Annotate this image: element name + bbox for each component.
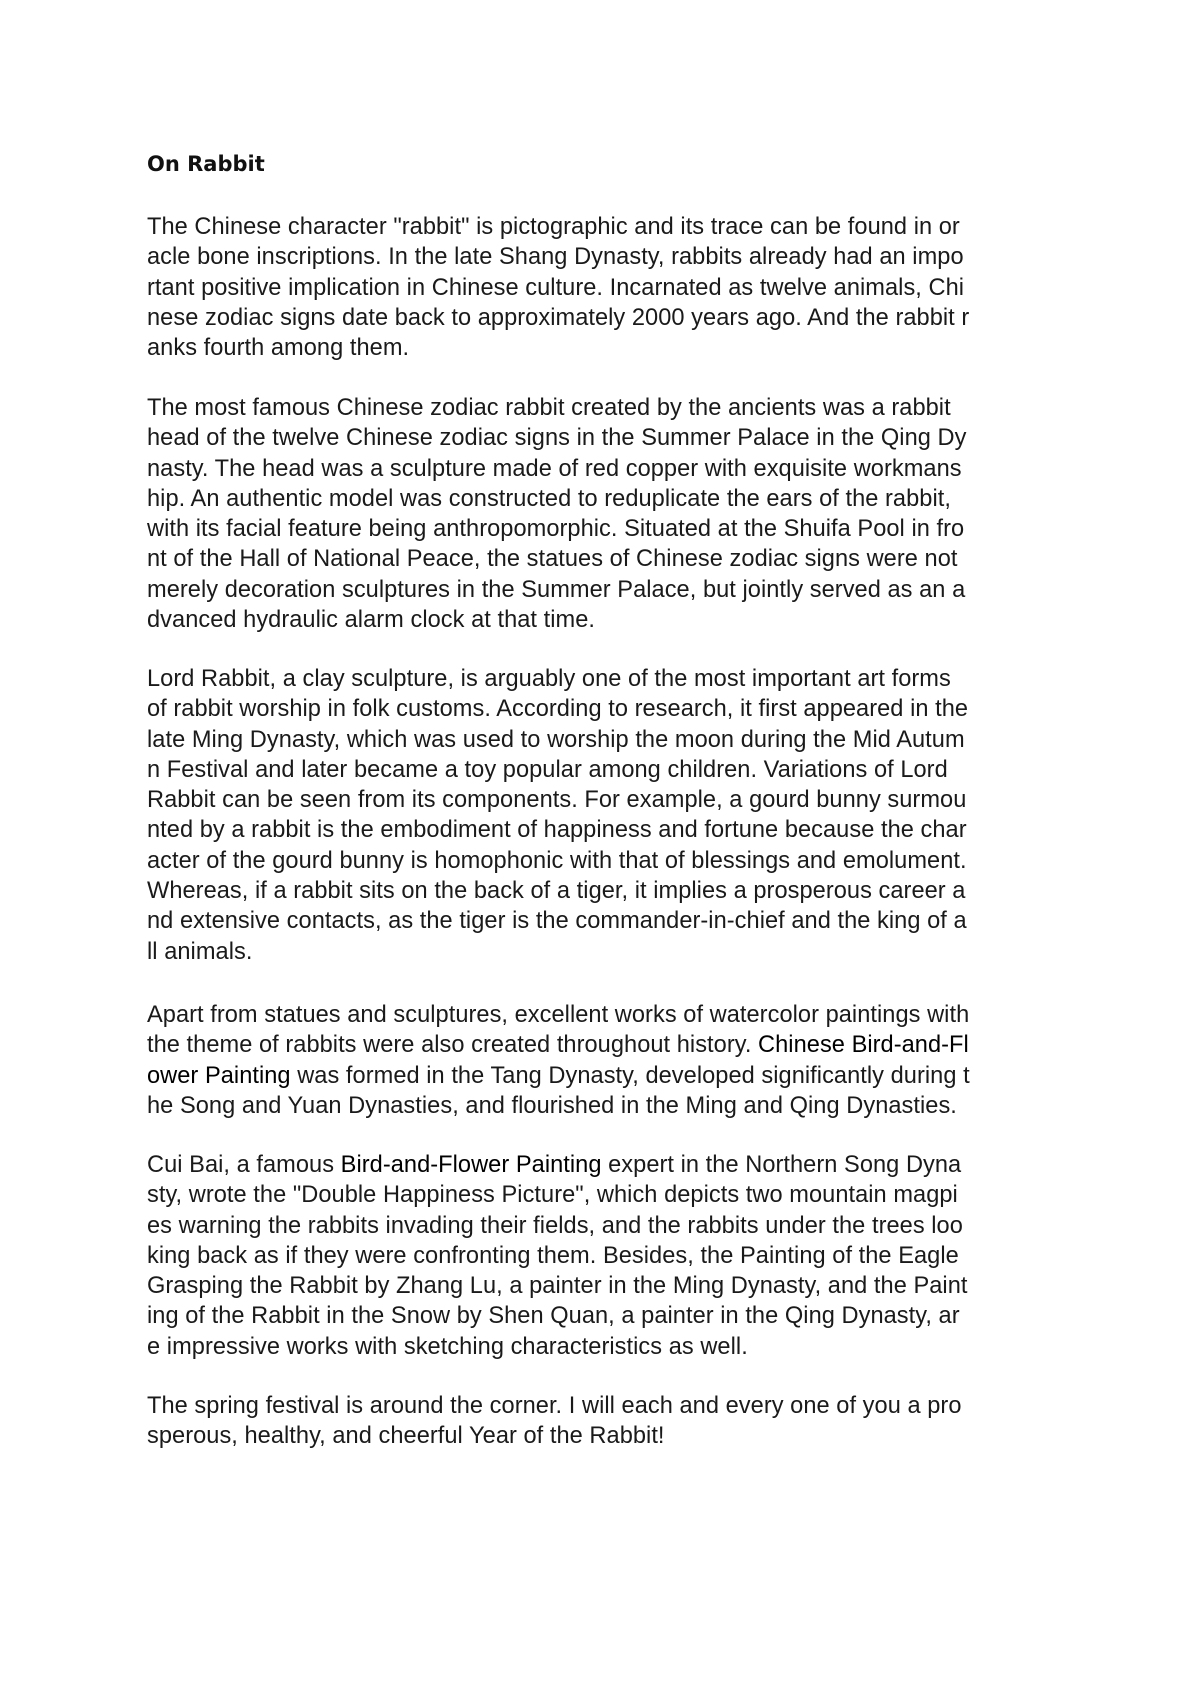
paragraph-line: Apart from statues and sculptures, excellent works of watercolor paintings with (147, 1002, 970, 1028)
paragraph-line: head of the twelve Chinese zodiac signs in the Summer Palace in the Qing Dy (147, 425, 967, 452)
paragraph-summer-palace (147, 393, 967, 635)
paragraph-line: merely decoration sculptures in the Summer Palace, but jointly served as an a (147, 576, 966, 603)
line-text: was formed in the Tang Dynasty, developed significantly during t (290, 1062, 970, 1089)
bird-and-flower-painting-link[interactable]: Chinese Bird-and-Fl (758, 1032, 969, 1059)
bird-and-flower-painting-link[interactable]: Bird-and-Flower Painting (340, 1152, 602, 1178)
paragraph-line (147, 1150, 968, 1180)
paragraph-line: with its facial feature being anthropomorphic. Situated at the Shuifa Pool in fro (147, 516, 965, 543)
paragraph-line: hip. An authentic model was constructed to reduplicate the ears of the rabbit, (147, 485, 951, 512)
paragraph-line: Grasping the Rabbit by Zhang Lu, a painter in the Ming Dynasty, and the Paint (147, 1273, 968, 1300)
paragraph-line: late Ming Dynasty, which was used to worship the moon during the Mid Autum (147, 726, 965, 753)
paragraph-line (147, 1061, 970, 1091)
paragraph-line: nd extensive contacts, as the tiger is the commander-in-chief and the king of a (147, 908, 967, 935)
paragraph-line: anks fourth among them. (147, 335, 410, 362)
paragraph-line: dvanced hydraulic alarm clock at that time. (147, 607, 596, 634)
paragraph-line: nasty. The head was a sculpture made of red copper with exquisite workmans (147, 455, 962, 482)
paragraph-line: ing of the Rabbit in the Snow by Shen Quan, a painter in the Qing Dynasty, ar (147, 1303, 960, 1330)
paragraph-line (147, 1030, 970, 1060)
paragraph-line: rtant positive implication in Chinese culture. Incarnated as twelve animals, Chi (147, 274, 965, 301)
paragraph-line: of rabbit worship in folk customs. According to research, it first appeared in the (147, 696, 969, 723)
paragraph-line: Lord Rabbit, a clay sculpture, is arguably one of the most important art forms (147, 666, 951, 692)
paragraph-cui-bai (147, 1150, 968, 1362)
line-text: Cui Bai, a famous (147, 1152, 341, 1178)
paragraph-line: es warning the rabbits invading their fields, and the rabbits under the trees loo (147, 1212, 963, 1239)
paragraph-line: n Festival and later became a toy popular among children. Variations of Lord (147, 756, 948, 783)
paragraph-line: Rabbit can be seen from its components. For example, a gourd bunny surmou (147, 787, 967, 814)
paragraph-line: acle bone inscriptions. In the late Shang Dynasty, rabbits already had an impo (147, 244, 964, 271)
paragraph-watercolor-paintings (147, 1000, 970, 1121)
paragraph-line: sperous, healthy, and cheerful Year of the Rabbit! (147, 1423, 665, 1450)
paragraph-line: The spring festival is around the corner. I will each and every one of you a pro (147, 1393, 962, 1419)
paragraph-line: he Song and Yuan Dynasties, and flourished in the Ming and Qing Dynasties. (147, 1092, 957, 1119)
paragraph-line: The Chinese character "rabbit" is pictographic and its trace can be found in or (147, 214, 960, 240)
line-text: expert in the Northern Song Dyna (601, 1152, 962, 1178)
paragraph-line: e impressive works with sketching characteristics as well. (147, 1333, 748, 1360)
paragraph-line: The most famous Chinese zodiac rabbit created by the ancients was a rabbit (147, 395, 951, 421)
paragraph-line: nted by a rabbit is the embodiment of happiness and fortune because the char (147, 817, 967, 844)
line-text: the theme of rabbits were also created throughout history. (147, 1032, 759, 1059)
paragraph-lord-rabbit (147, 664, 968, 967)
paragraph-line: sty, wrote the "Double Happiness Picture", which depicts two mountain magpi (147, 1182, 958, 1209)
paragraph-line: acter of the gourd bunny is homophonic with that of blessings and emolument. (147, 847, 967, 874)
document-title: On Rabbit (147, 152, 265, 176)
paragraph-line: nt of the Hall of National Peace, the statues of Chinese zodiac signs were not (147, 546, 958, 573)
paragraph-chinese-character (147, 212, 969, 363)
paragraph-line: ll animals. (147, 938, 253, 965)
bird-and-flower-painting-link[interactable]: ower Painting (147, 1062, 291, 1089)
paragraph-line: Whereas, if a rabbit sits on the back of a tiger, it implies a prosperous career a (147, 878, 966, 905)
paragraph-line: king back as if they were confronting them. Besides, the Painting of the Eagle (147, 1242, 959, 1269)
paragraph-spring-festival (147, 1391, 962, 1452)
paragraph-line: nese zodiac signs date back to approximately 2000 years ago. And the rabbit r (147, 304, 970, 331)
